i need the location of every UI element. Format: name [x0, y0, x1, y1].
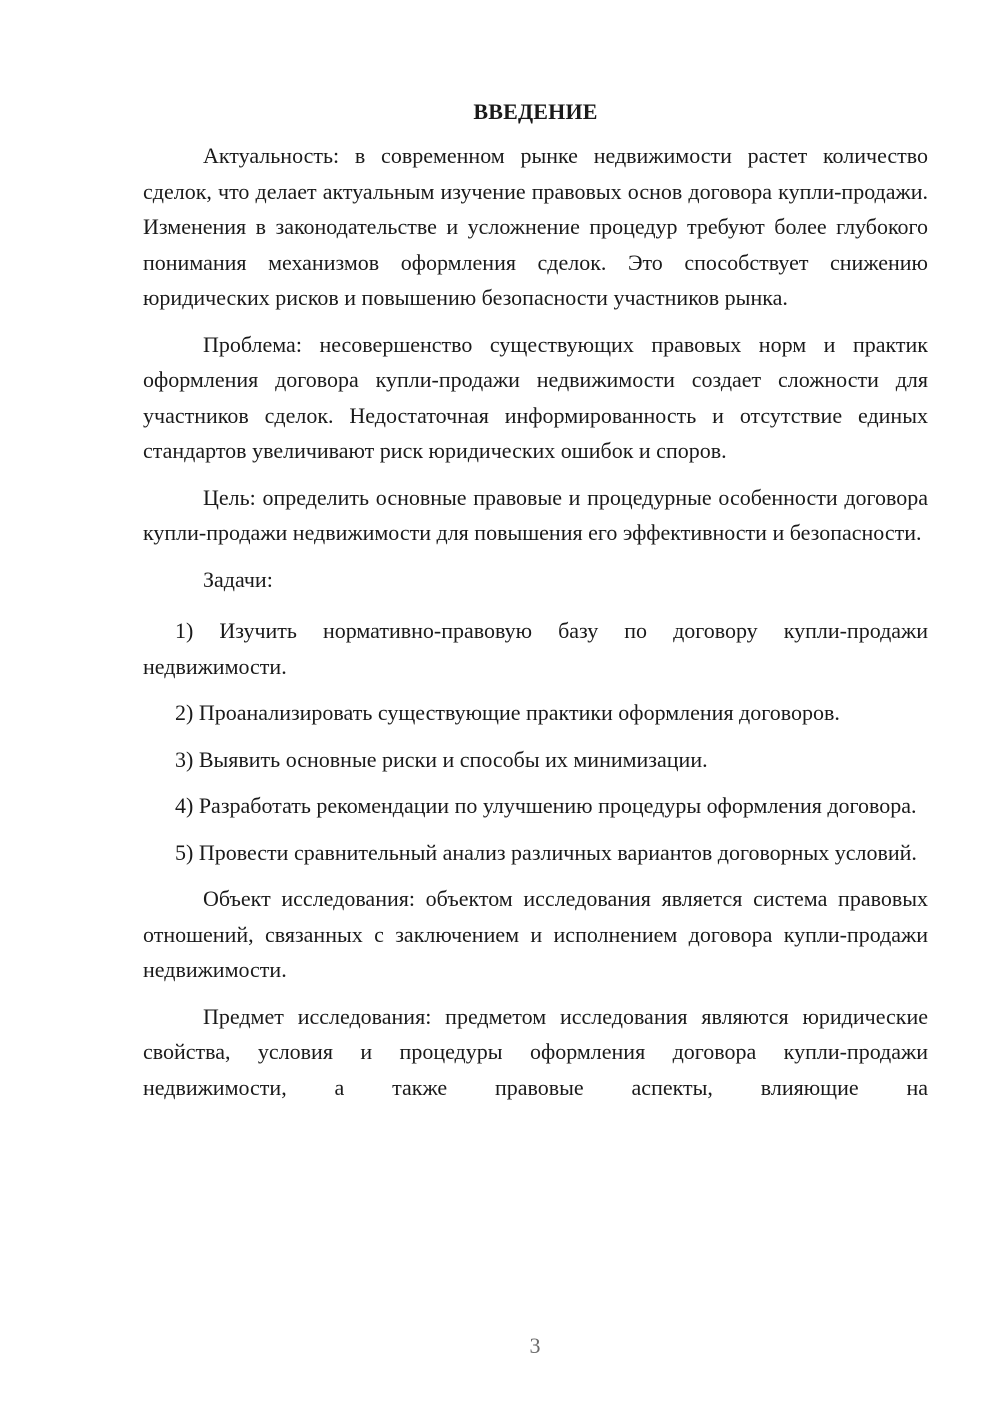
task-item: 2) Проанализировать существующие практики оформления договоров.	[175, 700, 840, 725]
task-item: 4) Разработать рекомендации по улучшению процедуры оформления договора.	[175, 793, 917, 818]
task-item: 3) Выявить основные риски и способы их минимизации.	[175, 746, 708, 772]
task-item: 5) Провести сравнительный анализ различных вариантов договорных условий.	[175, 839, 917, 865]
page-number: 3	[529, 1333, 541, 1358]
page-content	[143, 94, 928, 1116]
paragraph-relevance: Актуальность: в современном рынке недвижимости растет количество сделок, что делает актуальным изучение правовых основ договора купли-продажи. Изменения в законодательстве и усложнение процедур требуют более глубокого понимания механизмов оформления сделок. Это способствует снижению юридических рисков и повышению безопасности участников рынка.	[143, 143, 928, 310]
tasks-label: Задачи:	[203, 566, 273, 592]
task-item: 1) Изучить нормативно-правовую базу по договору купли-продажи недвижимости.	[143, 618, 928, 679]
page-title: ВВЕДЕНИЕ	[473, 99, 598, 124]
paragraph-problem: Проблема: несовершенство существующих правовых норм и практик оформления договора купли-продажи недвижимости создает сложности для участников сделок. Недостаточная информированность и отсутствие единых стандартов увеличивают риск юридических ошибок и споров.	[143, 331, 928, 463]
paragraph-goal: Цель: определить основные правовые и процедурные особенности договора купли-продажи недвижимости для повышения его эффективности и безопасности.	[143, 484, 928, 545]
paragraph-object: Объект исследования: объектом исследования является система правовых отношений, связанных с заключением и исполнением договора купли-продажи недвижимости.	[143, 886, 928, 982]
paragraph-subject: Предмет исследования: предметом исследования являются юридические свойства, условия и процедуры оформления договора купли-продажи недвижимости, а также правовые аспекты, влияющие на	[143, 1003, 928, 1100]
